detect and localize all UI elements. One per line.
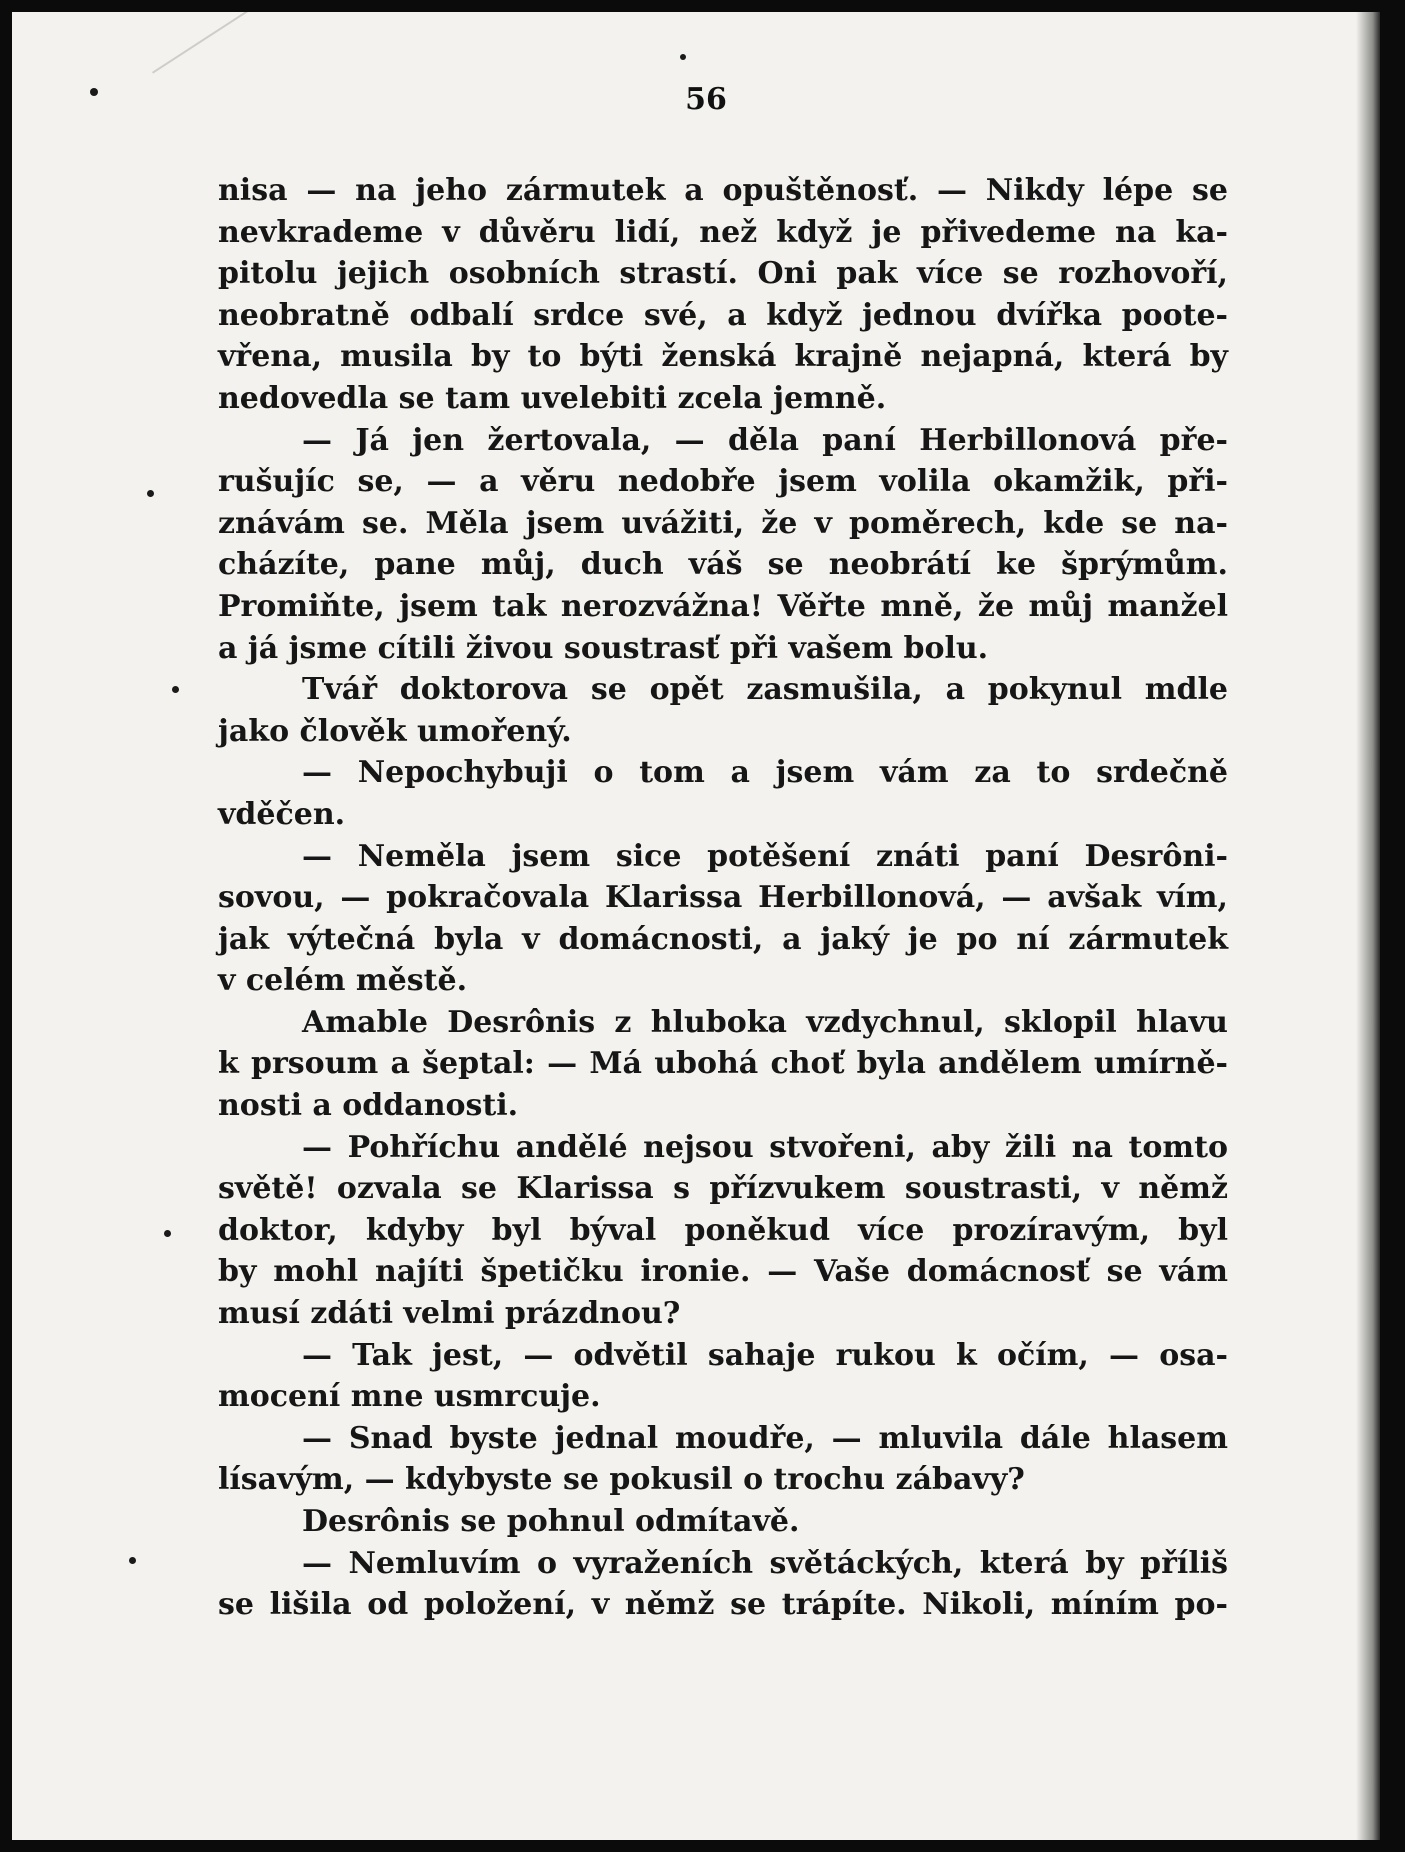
text-line: Tvář doktorova se opět zasmušila, a pokynul mdle [302,672,1228,708]
text-line: — Snad byste jednal moudře, — mluvila dále hlasem [302,1420,1228,1456]
text-line: světě! ozvala se Klarissa s přízvukem soustrasti, v němž [218,1171,1228,1207]
ink-speck [172,686,179,693]
text-line: znávám se. Měla jsem uvážiti, že v poměrech, kde se na- [218,505,1228,541]
text-line: — Pohříchu andělé nejsou stvořeni, aby žili na tomto [302,1129,1228,1165]
text-line: doktor, kdyby byl býval poněkud více prozíravým, byl [218,1212,1228,1248]
ink-speck [129,1557,136,1564]
page-edge-shadow [1356,12,1380,1840]
text-line: lísavým, — kdybyste se pokusil o trochu zábavy? [218,1462,1025,1498]
book-page [12,12,1380,1840]
text-line: — Nemluvím o vyraženích světáckých, která by příliš [302,1545,1228,1581]
text-line: — Tak jest, — odvětil sahaje rukou k očím, — osa- [302,1337,1228,1373]
paper-crease [152,12,312,74]
ink-speck [147,490,154,497]
text-line: Promiňte, jsem tak nerozvážna! Věřte mně, že můj manžel [218,588,1228,624]
body-text [218,170,1228,1626]
text-line: by mohl najíti špetičku ironie. — Vaše domácnosť se vám [218,1254,1228,1290]
text-line: nisa — na jeho zármutek a opuštěnosť. — Nikdy lépe se [218,173,1228,208]
text-line: sovou, — pokračovala Klarissa Herbillonová, — avšak vím, [218,880,1228,916]
text-line: — Neměla jsem sice potěšení znáti paní Desrôni- [302,838,1228,874]
text-line: jako člověk umořený. [218,713,572,749]
text-line: jak výtečná byla v domácnosti, a jaký je po ní zármutek [218,921,1228,957]
ink-speck [680,54,686,60]
text-line: neobratně odbalí srdce své, a když jednou dvířka poote- [218,297,1228,333]
text-line: cházíte, pane můj, duch váš se neobrátí ke šprýmům. [218,547,1228,583]
text-line: Amable Desrônis z hluboka vzdychnul, sklopil hlavu [302,1004,1228,1040]
page-number: 56 [685,82,727,117]
text-line: v celém městě. [218,963,468,999]
text-line: musí zdáti velmi prázdnou? [218,1296,681,1332]
text-line: — Já jen žertovala, — děla paní Herbillonová pře- [302,422,1228,458]
text-line: nedovedla se tam uvelebiti zcela jemně. [218,380,887,416]
text-line: nosti a oddanosti. [218,1088,519,1124]
text-line: — Nepochybuji o tom a jsem vám za to srdečně [302,755,1228,791]
text-line: pitolu jejich osobních strastí. Oni pak více se rozhovoří, [218,256,1228,292]
text-line: a já jsme cítili živou soustrasť při vašem bolu. [218,630,989,666]
text-line: nevkrademe v důvěru lidí, než když je přivedeme na ka- [218,214,1228,250]
text-line: se lišila od položení, v němž se trápíte. Nikoli, míním po- [218,1587,1228,1623]
text-line: rušujíc se, — a věru nedobře jsem volila okamžik, při- [218,464,1228,500]
text-line: Desrônis se pohnul odmítavě. [302,1504,800,1539]
text-line: vřena, musila by to býti ženská krajně nejapná, která by [218,339,1228,375]
ink-speck [164,1230,171,1237]
text-line: k prsoum a šeptal: — Má ubohá choť byla andělem umírně- [218,1046,1228,1082]
text-line: mocení mne usmrcuje. [218,1379,601,1415]
text-line: vděčen. [218,796,346,832]
